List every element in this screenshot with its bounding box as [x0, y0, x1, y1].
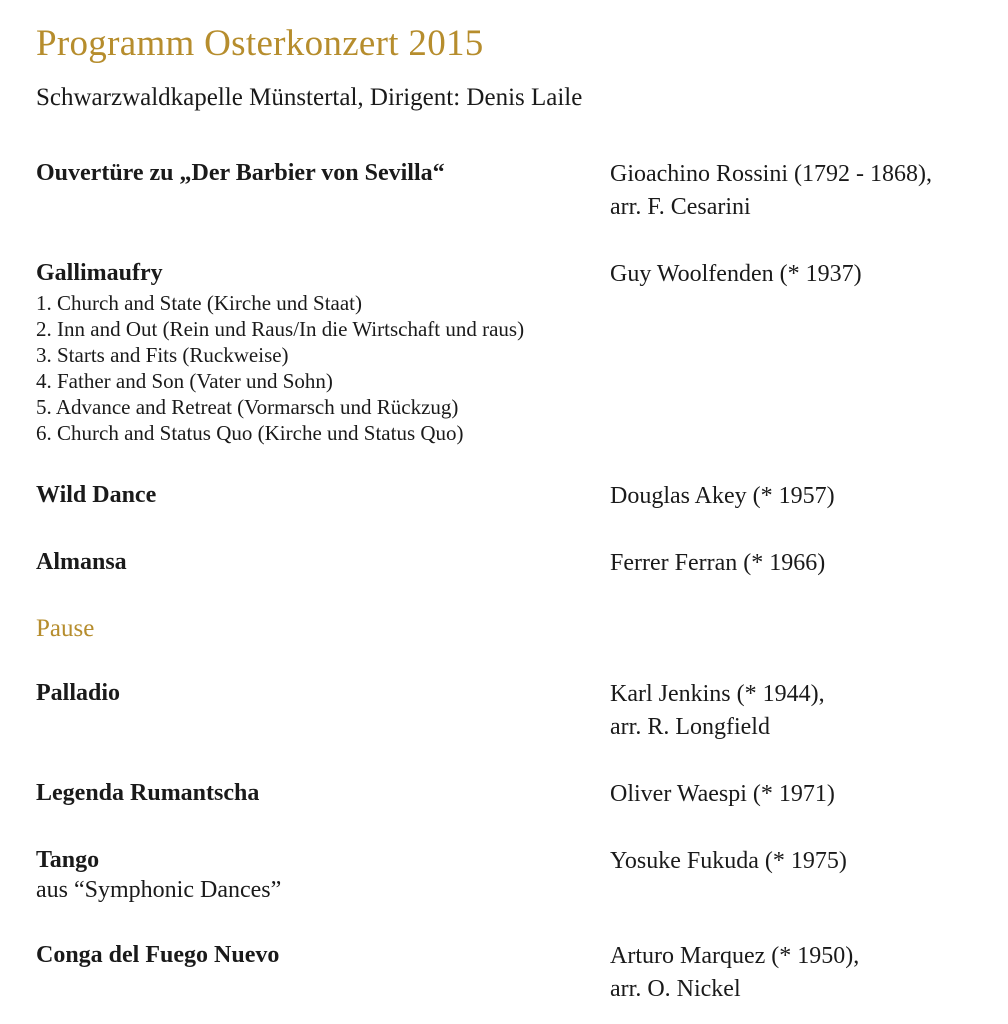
program-entry — [36, 940, 988, 1006]
movement-line: 5. Advance and Retreat (Vormarsch und Rückzug) — [36, 395, 459, 419]
composer-column — [610, 258, 988, 446]
composer-column — [610, 940, 988, 1006]
composer-column — [610, 845, 988, 906]
piece-column — [36, 778, 610, 811]
composer-column — [610, 678, 988, 744]
composer-line: Gioachino Rossini (1792 - 1868), — [610, 161, 932, 187]
program-entry — [36, 845, 988, 906]
program-entry — [36, 158, 988, 224]
piece-title: Gallimaufry — [36, 260, 163, 286]
arranger-line: arr. O. Nickel — [610, 976, 741, 1002]
piece-title: Almansa — [36, 549, 127, 575]
composer-column — [610, 158, 988, 224]
piece-column — [36, 158, 610, 224]
piece-column — [36, 480, 610, 513]
arranger-line: arr. F. Cesarini — [610, 194, 751, 220]
page-subtitle: Schwarzwaldkapelle Münstertal, Dirigent: Denis Laile — [36, 84, 583, 111]
piece-column — [36, 258, 610, 446]
composer-line: Yosuke Fukuda (* 1975) — [610, 848, 847, 874]
composer-line: Karl Jenkins (* 1944), — [610, 681, 825, 707]
movement-line: 2. Inn and Out (Rein und Raus/In die Wirtschaft und raus) — [36, 317, 525, 341]
piece-title: Palladio — [36, 680, 121, 706]
composer-line: Oliver Waespi (* 1971) — [610, 781, 835, 807]
movement-line: 1. Church and State (Kirche und Staat) — [36, 291, 362, 315]
movement-list — [36, 290, 610, 446]
piece-column — [36, 547, 610, 580]
piece-column — [36, 940, 610, 1006]
composer-column — [610, 547, 988, 580]
composer-column — [610, 480, 988, 513]
piece-title: Wild Dance — [36, 482, 157, 508]
piece-title: Tango — [36, 847, 100, 873]
program-entry — [36, 258, 988, 446]
composer-line: Arturo Marquez (* 1950), — [610, 943, 860, 969]
movement-line: 3. Starts and Fits (Ruckweise) — [36, 343, 289, 367]
composer-line: Ferrer Ferran (* 1966) — [610, 550, 826, 576]
pause-label: Pause — [36, 615, 95, 642]
piece-subtitle: aus “Symphonic Dances” — [36, 877, 282, 903]
program-entry — [36, 547, 988, 580]
movement-line: 6. Church and Status Quo (Kirche und Status Quo) — [36, 421, 464, 445]
composer-line: Guy Woolfenden (* 1937) — [610, 261, 862, 287]
composer-column — [610, 778, 988, 811]
program-entry — [36, 778, 988, 811]
program-list — [36, 158, 988, 1006]
program-entry — [36, 480, 988, 513]
piece-column — [36, 678, 610, 744]
piece-title: Conga del Fuego Nuevo — [36, 942, 280, 968]
arranger-line: arr. R. Longfield — [610, 714, 770, 740]
piece-title: Legenda Rumantscha — [36, 780, 260, 806]
piece-column — [36, 845, 610, 906]
program-entry — [36, 678, 988, 744]
composer-line: Douglas Akey (* 1957) — [610, 483, 835, 509]
piece-title: Ouvertüre zu „Der Barbier von Sevilla“ — [36, 160, 445, 186]
page-title: Programm Osterkonzert 2015 — [36, 23, 484, 64]
movement-line: 4. Father and Son (Vater und Sohn) — [36, 369, 333, 393]
